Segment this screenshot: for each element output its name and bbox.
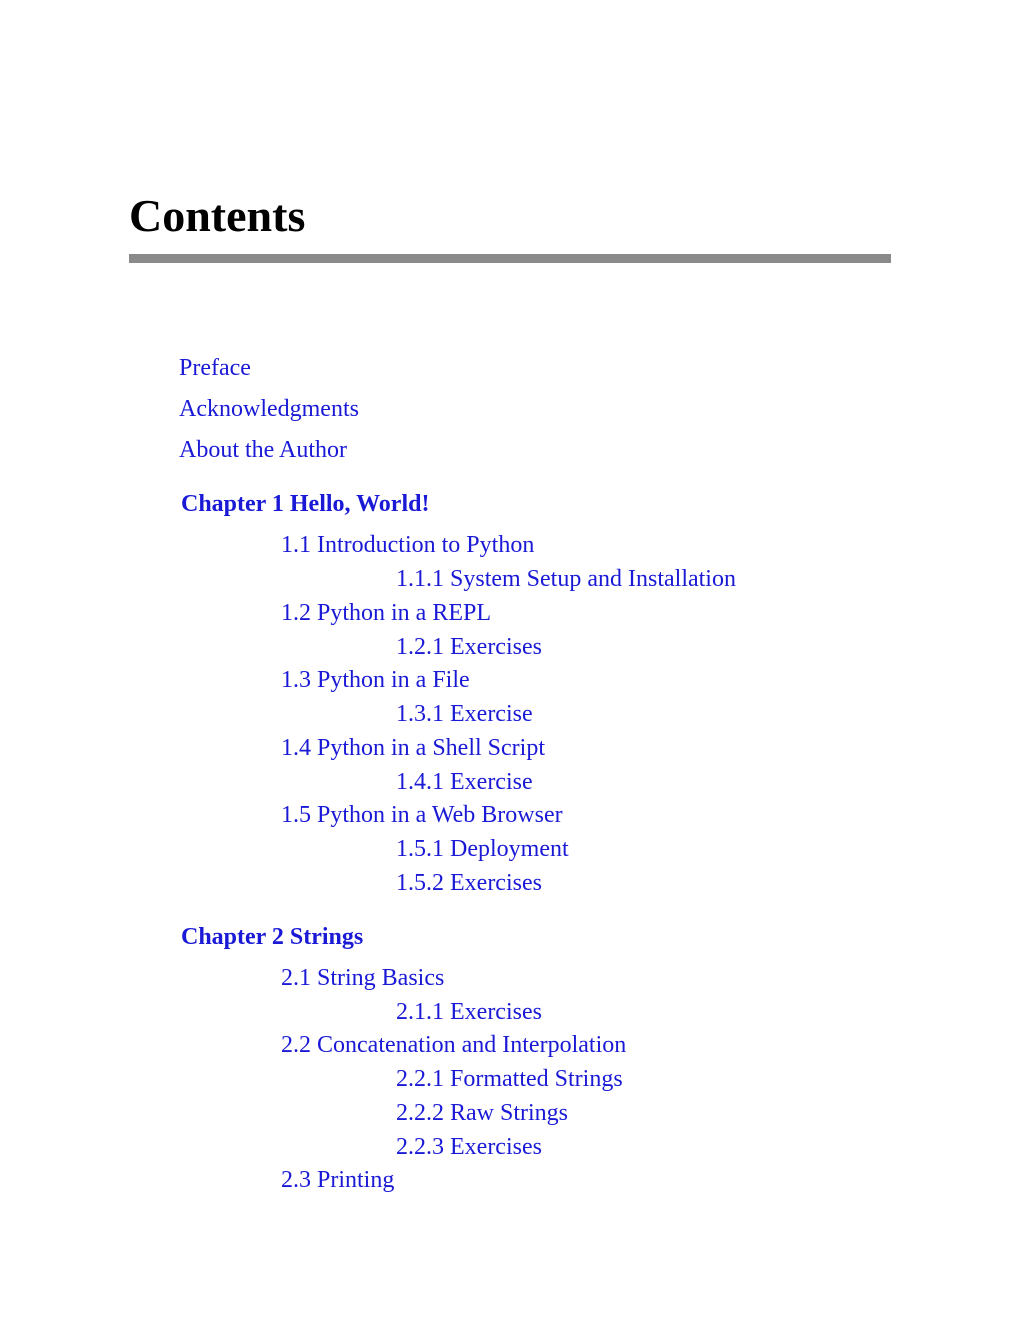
toc-section-1-5[interactable]: 1.5 Python in a Web Browser	[281, 802, 563, 828]
toc-link-acknowledgments[interactable]: Acknowledgments	[179, 396, 359, 422]
toc-section-2-1[interactable]: 2.1 String Basics	[281, 965, 445, 991]
toc-link-about-the-author[interactable]: About the Author	[179, 437, 347, 463]
toc-section-1-4-1[interactable]: 1.4.1 Exercise	[396, 769, 533, 795]
toc-section-2-3[interactable]: 2.3 Printing	[281, 1167, 395, 1193]
toc-section-1-5-2[interactable]: 1.5.2 Exercises	[396, 870, 542, 896]
toc-section-2-2-2[interactable]: 2.2.2 Raw Strings	[396, 1100, 569, 1126]
toc-chapter-2[interactable]: Chapter 2 Strings	[181, 924, 364, 950]
toc-section-1-3-1[interactable]: 1.3.1 Exercise	[396, 701, 533, 727]
toc-section-1-2[interactable]: 1.2 Python in a REPL	[281, 600, 492, 626]
toc-chapter-1[interactable]: Chapter 1 Hello, World!	[181, 491, 430, 517]
title-rule	[129, 254, 891, 263]
toc-section-2-2-1[interactable]: 2.2.1 Formatted Strings	[396, 1066, 623, 1092]
toc-link-preface[interactable]: Preface	[179, 355, 251, 381]
page-title: Contents	[129, 190, 306, 241]
toc-section-1-1-1[interactable]: 1.1.1 System Setup and Installation	[396, 566, 736, 592]
toc-section-2-1-1[interactable]: 2.1.1 Exercises	[396, 999, 542, 1025]
toc-section-2-2-3[interactable]: 2.2.3 Exercises	[396, 1134, 542, 1160]
toc-section-1-2-1[interactable]: 1.2.1 Exercises	[396, 634, 542, 660]
toc-section-1-1[interactable]: 1.1 Introduction to Python	[281, 532, 535, 558]
toc-section-2-2[interactable]: 2.2 Concatenation and Interpolation	[281, 1032, 627, 1058]
toc-section-1-3[interactable]: 1.3 Python in a File	[281, 667, 470, 693]
toc-section-1-5-1[interactable]: 1.5.1 Deployment	[396, 836, 569, 862]
toc-section-1-4[interactable]: 1.4 Python in a Shell Script	[281, 735, 545, 761]
